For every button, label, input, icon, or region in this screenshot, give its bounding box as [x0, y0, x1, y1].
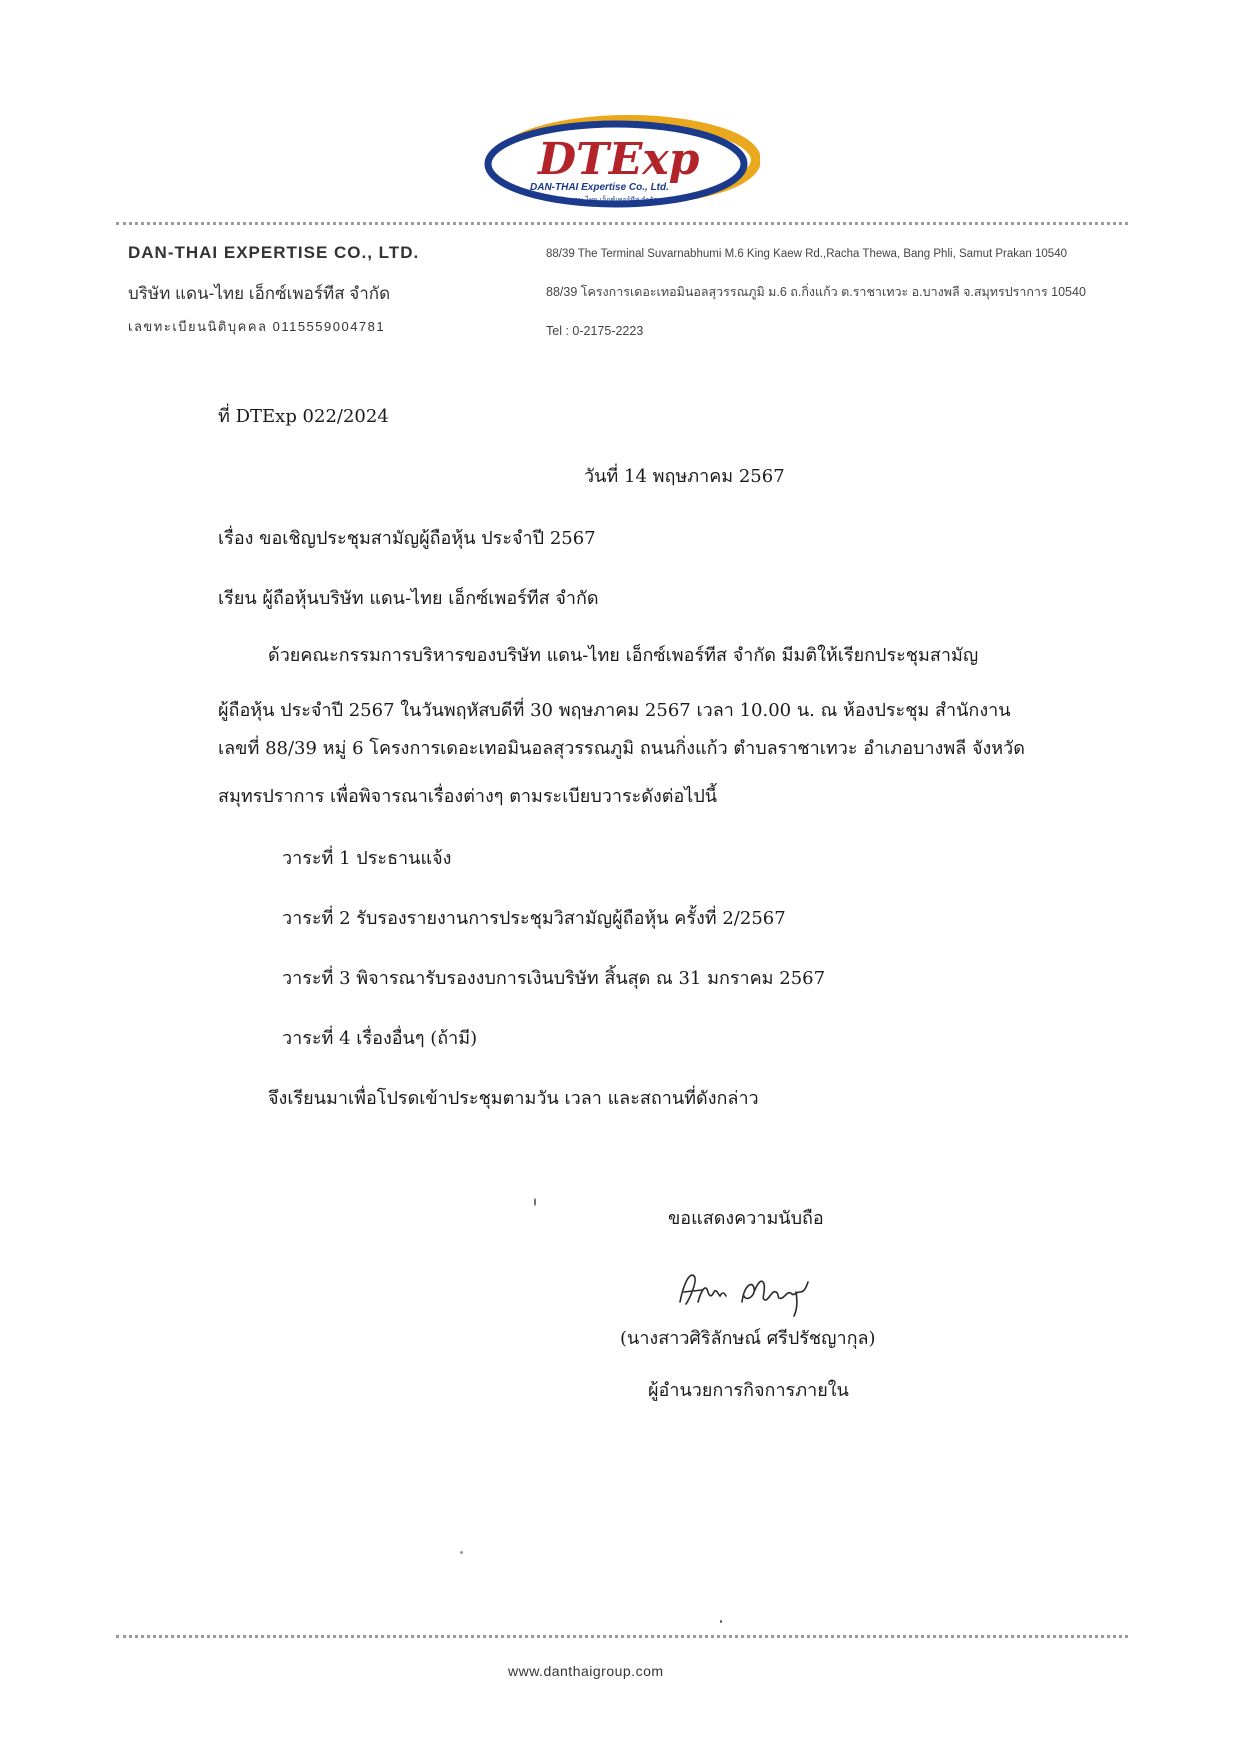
- logo-line2: บริษัท แดน-ไทย เอ็กซ์เพอร์ทีส จำกัด: [550, 197, 658, 204]
- company-logo: [480, 112, 760, 212]
- letter-subject: เรื่อง ขอเชิญประชุมสามัญผู้ถือหุ้น ประจำปี 2567: [218, 528, 596, 549]
- body-line: สมุทรปราการ เพื่อพิจารณาเรื่องต่างๆ ตามระเบียบวาระดังต่อไปนี้: [218, 786, 718, 807]
- company-registration: เลขทะเบียนนิติบุคคล 0115559004781: [128, 319, 386, 334]
- reference-number: ที่ DTExp 022/2024: [218, 406, 389, 427]
- logo-line1: DAN-THAI Expertise Co., Ltd.: [530, 182, 669, 193]
- agenda-item: วาระที่ 2 รับรองรายงานการประชุมวิสามัญผู้ถือหุ้น ครั้งที่ 2/2567: [282, 908, 786, 929]
- letter-recipient: เรียน ผู้ถือหุ้นบริษัท แดน-ไทย เอ็กซ์เพอร์ทีส จำกัด: [218, 588, 599, 609]
- website-url: www.danthaigroup.com: [508, 1663, 664, 1679]
- signer-name: (นางสาวศิริลักษณ์ ศรีปรัชญากุล): [620, 1328, 876, 1349]
- letter-date: วันที่ 14 พฤษภาคม 2567: [584, 466, 785, 487]
- scan-speck: [534, 1198, 536, 1206]
- scan-speck: [720, 1620, 722, 1623]
- agenda-item: วาระที่ 4 เรื่องอื่นๆ (ถ้ามี): [282, 1028, 478, 1049]
- footer-separator: [116, 1635, 1128, 1638]
- body-line: เลขที่ 88/39 หมู่ 6 โครงการเดอะเทอมินอลสุวรรณภูมิ ถนนกิ่งแก้ว ตำบลราชาเทวะ อำเภอบางพลี จังหวัด: [218, 738, 1025, 759]
- company-name-en: DAN-THAI EXPERTISE CO., LTD.: [128, 243, 420, 262]
- agenda-item: วาระที่ 3 พิจารณารับรองงบการเงินบริษัท สิ้นสุด ณ 31 มกราคม 2567: [282, 968, 826, 989]
- header-separator: [116, 222, 1128, 225]
- handwritten-signature: [672, 1262, 832, 1322]
- regards: ขอแสดงความนับถือ: [668, 1208, 824, 1229]
- closing-sentence: จึงเรียนมาเพื่อโปรดเข้าประชุมตามวัน เวลา และสถานที่ดังกล่าว: [268, 1088, 759, 1109]
- agenda-item: วาระที่ 1 ประธานแจ้ง: [282, 848, 452, 869]
- telephone: Tel : 0-2175-2223: [546, 324, 644, 338]
- address-en: 88/39 The Terminal Suvarnabhumi M.6 King Kaew Rd.,Racha Thewa, Bang Phli, Samut Prakan 10540: [546, 248, 1067, 260]
- body-line: ด้วยคณะกรรมการบริหารของบริษัท แดน-ไทย เอ็กซ์เพอร์ทีส จำกัด มีมติให้เรียกประชุมสามัญ: [268, 645, 979, 666]
- company-name-th: บริษัท แดน-ไทย เอ็กซ์เพอร์ทีส จำกัด: [128, 284, 391, 303]
- scan-speck: [460, 1551, 463, 1554]
- body-line: ผู้ถือหุ้น ประจำปี 2567 ในวันพฤหัสบดีที่ 30 พฤษภาคม 2567 เวลา 10.00 น. ณ ห้องประชุม สำนักงาน: [218, 700, 1011, 721]
- signer-position: ผู้อำนวยการกิจการภายใน: [648, 1380, 849, 1401]
- logo-brand: DTExp: [538, 134, 700, 185]
- address-th: 88/39 โครงการเดอะเทอมินอลสุวรรณภูมิ ม.6 ถ.กิ่งแก้ว ต.ราชาเทวะ อ.บางพลี จ.สมุทรปราการ 10540: [546, 285, 1086, 299]
